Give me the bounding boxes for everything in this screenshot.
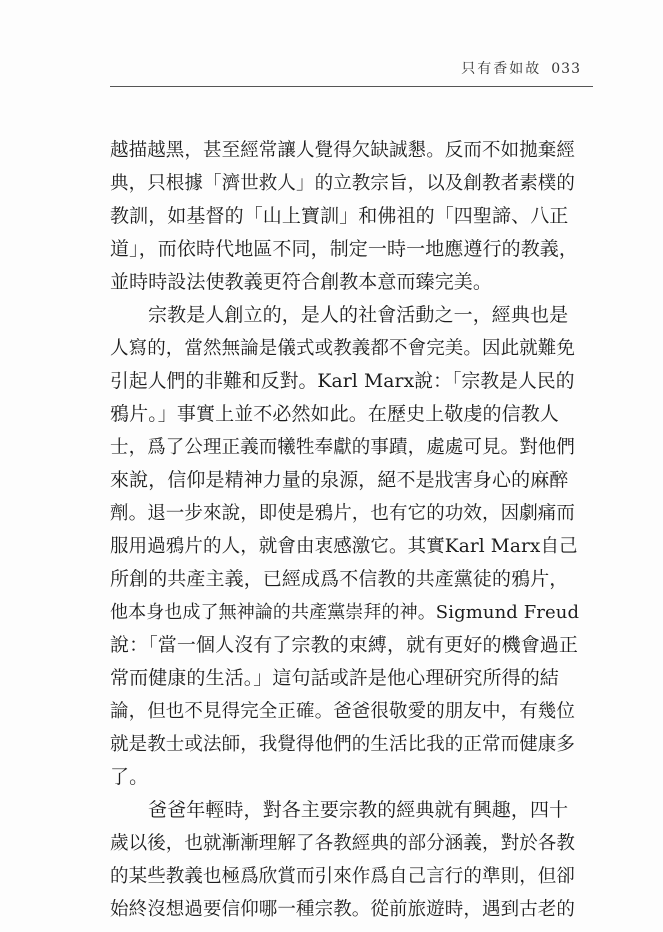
text-line: 就是教士或法師，我覺得他們的生活比我的正常而健康多 (110, 734, 576, 755)
text-line: 歲以後，也就漸漸理解了各教經典的部分涵義，對於各教 (110, 833, 576, 854)
page-number: 033 (551, 61, 581, 77)
text-line: 來說，信仰是精神力量的泉源，絕不是戕害身心的麻醉 (110, 469, 569, 491)
text-line: 服用過鴉片的人，就會由衷感激它。其實Karl Marx自己 (110, 536, 578, 557)
text-line: 爸爸年輕時，對各主要宗教的經典就有興趣，四十 (148, 799, 569, 821)
text-line: 人寫的，當然無論是儀式或教義都不會完美。因此就難免 (110, 338, 576, 359)
text-line: 常而健康的生活。」這句話或許是他心理研究所得的結 (110, 667, 559, 689)
text-line: 士，爲了公理正義而犧牲奉獻的事蹟，處處可見。對他們 (110, 437, 576, 458)
text-line: 始終沒想過要信仰哪一種宗教。從前旅遊時，遇到古老的 (110, 899, 576, 920)
text-line: 越描越黑，甚至經常讓人覺得欠缺誠懇。反而不如拋棄經 (110, 140, 576, 161)
text-line: 典，只根據「濟世救人」的立教宗旨，以及創教者素樸的 (110, 173, 576, 194)
text-line: 說：「當一個人沒有了宗教的束縛，就有更好的機會過正 (110, 634, 579, 656)
text-line: 他本身也成了無神論的共產黨崇拜的神。Sigmund Freud (110, 602, 580, 623)
text-line: 引起人們的非難和反對。Karl Marx說：「宗教是人民的 (110, 371, 575, 392)
text-line: 並時時設法使教義更符合創教本意而臻完美。 (110, 271, 493, 293)
body-text (110, 134, 580, 926)
text-line: 了。 (110, 766, 149, 788)
text-line: 所創的共產主義，已經成爲不信教的共產黨徒的鴉片， (110, 568, 569, 590)
text-line: 教訓，如基督的「山上寶訓」和佛祖的「四聖諦、八正 (110, 205, 569, 227)
text-line: 鴉片。」事實上並不必然如此。在歷史上敬虔的信教人 (110, 403, 559, 425)
running-header (461, 58, 581, 78)
text-line: 宗教是人創立的，是人的社會活動之一，經典也是 (148, 304, 569, 326)
paragraph (110, 134, 580, 299)
text-line: 論，但也不見得完全正確。爸爸很敬愛的朋友中，有幾位 (110, 701, 576, 722)
text-line: 的某些教義也極爲欣賞而引來作爲自己言行的準則，但卻 (110, 866, 576, 887)
paragraph (110, 794, 580, 926)
text-line: 劑。退一步來說，即使是鴉片，也有它的功效，因劇痛而 (110, 503, 576, 524)
paragraph (110, 299, 580, 794)
header-divider (110, 86, 593, 87)
text-line: 道」，而依時代地區不同，制定一時一地應遵行的教義， (110, 238, 579, 260)
running-title: 只有香如故 (461, 61, 542, 77)
